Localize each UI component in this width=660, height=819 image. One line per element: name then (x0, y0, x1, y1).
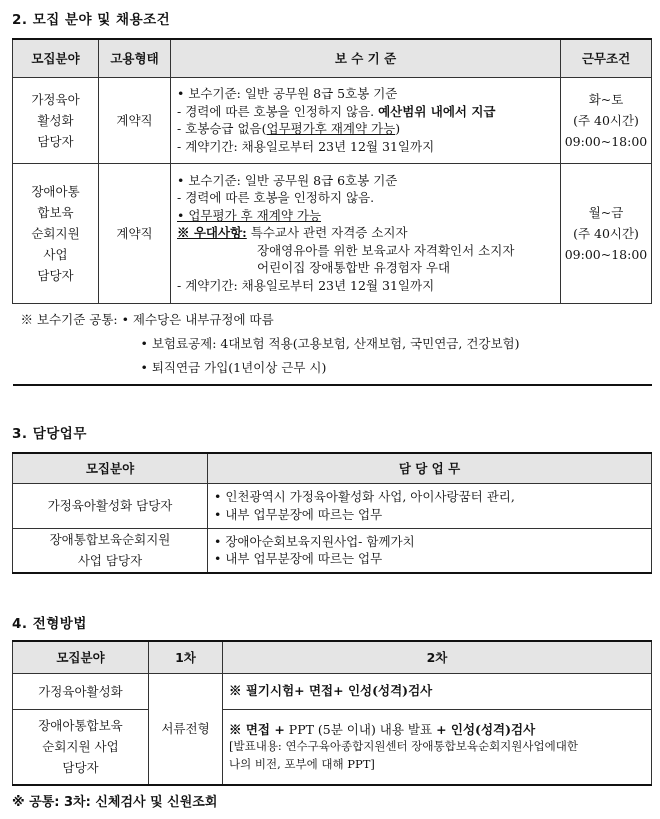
section-title-duty: 3. 담당업무 (12, 426, 87, 442)
field-cell: 가정육아 활성화 담당자 (13, 77, 99, 163)
field-cell: 가정육아활성화 (13, 673, 149, 709)
header-pay: 보 수 기 준 (171, 39, 561, 77)
pay-common-notes: ※ 보수기준 공통: • 제수당은 내부규정에 따름 • 보험료공제: 4대보험 적용(고용보험, 산재보험, 국민연금, 건강보험) • 퇴직연금 가입(1년이상 근무 시) (13, 303, 652, 385)
selection-table (12, 640, 652, 786)
common-note: ※ 공통: 3차: 신체검사 및 신원조회 (12, 795, 218, 810)
header-type: 고용형태 (99, 39, 171, 77)
type-cell: 계약직 (99, 77, 171, 163)
header-field: 모집분야 (13, 39, 99, 77)
field-cell: 장애아통합보육 순회지원 사업 담당자 (13, 709, 149, 785)
pay-cell: • 보수기준: 일반 공무원 8급 5호봉 기준 - 경력에 따른 호봉을 인정하지 않음. 예산범위 내에서 지급 - 호봉승급 없음(업무평가후 재계약 가능) - 계약기간: 채용일로부터 23년 12월 31일까지 (171, 77, 561, 163)
pay-cell: • 보수기준: 일반 공무원 8급 6호봉 기준 - 경력에 따른 호봉을 인정하지 않음. • 업무평가 후 재계약 가능 ※ 우대사항: 특수교사 관련 자격증 소지자 장애영유아를 위한 보육교사 자격확인서 소지자 어린이집 장애통합반 유경험자 우대 - 계약기간: 채용일로부터 23년 12월 31일까지 (171, 163, 561, 303)
cond-cell: 화~토 (주 40시간) 09:00~18:00 (561, 77, 652, 163)
cond-cell: 월~금 (주 40시간) 09:00~18:00 (561, 163, 652, 303)
table-row (13, 673, 652, 709)
table-row (13, 709, 652, 785)
duty-table (12, 452, 652, 574)
field-cell: 가정육아활성화 담당자 (13, 483, 208, 528)
header-second: 2차 (223, 641, 652, 673)
duty-cell: • 장애아순회보육지원사업- 함께가치 • 내부 업무분장에 따르는 업무 (208, 528, 652, 573)
header-first: 1차 (149, 641, 223, 673)
header-field: 모집분야 (13, 453, 208, 483)
field-cell: 장애통합보육순회지원 사업 담당자 (13, 528, 208, 573)
field-cell: 장애아통 합보육 순회지원 사업 담당자 (13, 163, 99, 303)
header-duty: 담 당 업 무 (208, 453, 652, 483)
duty-cell: • 인천광역시 가정육아활성화 사업, 아이사랑꿈터 관리, • 내부 업무분장에 따르는 업무 (208, 483, 652, 528)
header-cond: 근무조건 (561, 39, 652, 77)
table-row (13, 163, 652, 303)
notes-row (13, 303, 652, 385)
section-title-recruit: 2. 모집 분야 및 채용조건 (12, 12, 171, 28)
table-row (13, 483, 652, 528)
second-stage-cell: ※ 면접 + PPT (5분 이내) 내용 발표 + 인성(성격)검사 [발표내용: 연수구육아종합지원센터 장애통합보육순회지원사업에대한 나의 비전, 포부에 대해 PPT] (223, 709, 652, 785)
second-stage-cell: ※ 필기시험+ 면접+ 인성(성격)검사 (223, 673, 652, 709)
type-cell: 계약직 (99, 163, 171, 303)
section-title-selection: 4. 전형방법 (12, 616, 87, 632)
table-row (13, 77, 652, 163)
first-stage-cell: 서류전형 (149, 673, 223, 785)
header-field: 모집분야 (13, 641, 149, 673)
recruit-table (12, 38, 652, 386)
table-row (13, 528, 652, 573)
